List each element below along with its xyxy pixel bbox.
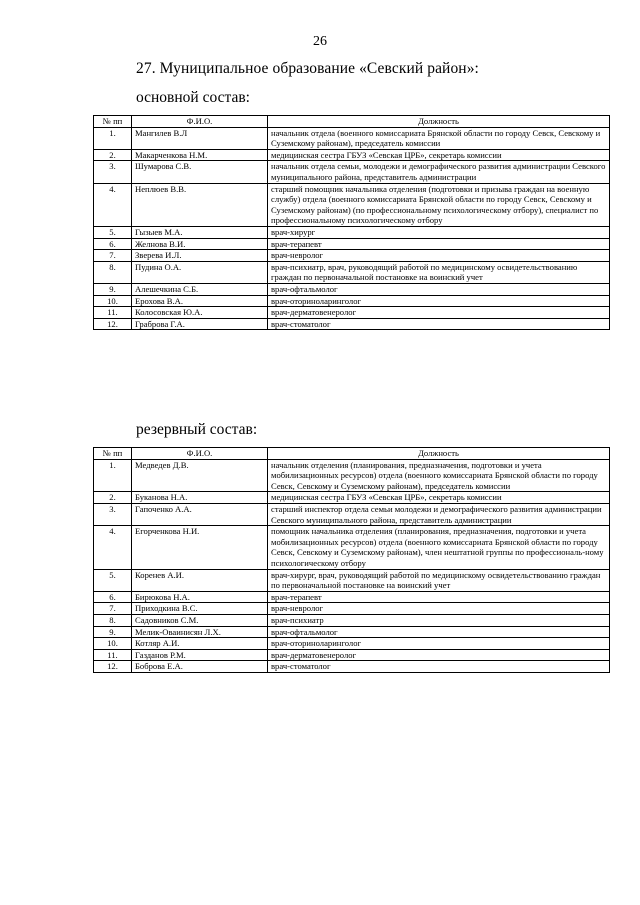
- table-row: [94, 492, 610, 504]
- header-number: № пп: [94, 116, 132, 128]
- reserve-composition-table: [93, 447, 610, 673]
- row-number: 12.: [94, 661, 132, 673]
- row-name: Буканова Н.А.: [132, 492, 268, 504]
- row-number: 4.: [94, 183, 132, 226]
- section-heading: 27. Муниципальное образование «Севский район»:: [136, 60, 479, 77]
- table-row: [94, 591, 610, 603]
- row-name: Пудина О.А.: [132, 261, 268, 283]
- main-composition-table: [93, 115, 610, 330]
- table-row: [94, 149, 610, 161]
- table-row: [94, 250, 610, 262]
- row-name: Котляр А.И.: [132, 638, 268, 650]
- table-row: [94, 526, 610, 569]
- table-row: [94, 503, 610, 525]
- row-number: 8.: [94, 614, 132, 626]
- main-composition-title: основной состав:: [136, 89, 250, 106]
- row-name: Макарченкова Н.М.: [132, 149, 268, 161]
- row-position: врач-офтальмолог: [268, 626, 610, 638]
- row-name: Желнова В.И.: [132, 238, 268, 250]
- row-name: Боброва Е.А.: [132, 661, 268, 673]
- row-name: Ерохова В.А.: [132, 295, 268, 307]
- table-row: [94, 626, 610, 638]
- header-position: Должность: [268, 448, 610, 460]
- header-name: Ф.И.О.: [132, 116, 268, 128]
- row-number: 5.: [94, 569, 132, 591]
- row-number: 1.: [94, 127, 132, 149]
- reserve-composition-title: резервный состав:: [136, 421, 258, 438]
- row-number: 10.: [94, 295, 132, 307]
- row-position: начальник отдела (военного комиссариата Брянской области по городу Севск, Севскому и Суземскому районам), председатель комиссии: [268, 127, 610, 149]
- row-position: медицинская сестра ГБУЗ «Севская ЦРБ», секретарь комиссии: [268, 149, 610, 161]
- row-number: 9.: [94, 283, 132, 295]
- row-position: врач-дерматовенеролог: [268, 649, 610, 661]
- row-name: Колосовская Ю.А.: [132, 307, 268, 319]
- row-number: 8.: [94, 261, 132, 283]
- row-position: старший помощник начальника отделения (подготовки и призыва граждан на военную службу) отдела (военного комиссариата Брянской области по городу Севск, Севскому и Суземскому районам) (по профессиональному психологическому отбору), специалист по профессиональному психологическому отбору: [268, 183, 610, 226]
- page-number: 26: [313, 34, 327, 49]
- row-name: Гызыев М.А.: [132, 226, 268, 238]
- table-row: [94, 238, 610, 250]
- row-position: врач-невролог: [268, 250, 610, 262]
- header-number: № пп: [94, 448, 132, 460]
- row-name: Неплюев В.В.: [132, 183, 268, 226]
- table-row: [94, 661, 610, 673]
- row-position: врач-психиатр: [268, 614, 610, 626]
- table-row: [94, 261, 610, 283]
- row-position: медицинская сестра ГБУЗ «Севская ЦРБ», секретарь комиссии: [268, 492, 610, 504]
- row-number: 6.: [94, 591, 132, 603]
- row-name: Мелик-Оваинисян Л.Х.: [132, 626, 268, 638]
- row-name: Приходкина В.С.: [132, 603, 268, 615]
- table-row: [94, 459, 610, 492]
- row-number: 12.: [94, 318, 132, 330]
- row-number: 11.: [94, 307, 132, 319]
- table-header-row: [94, 448, 610, 460]
- row-number: 5.: [94, 226, 132, 238]
- table-row: [94, 183, 610, 226]
- row-number: 2.: [94, 492, 132, 504]
- table-row: [94, 638, 610, 650]
- table-row: [94, 295, 610, 307]
- row-name: Садовников С.М.: [132, 614, 268, 626]
- header-position: Должность: [268, 116, 610, 128]
- row-number: 10.: [94, 638, 132, 650]
- row-position: врач-оториноларинголог: [268, 295, 610, 307]
- row-number: 3.: [94, 161, 132, 183]
- row-name: Мангилев В.Л: [132, 127, 268, 149]
- table-row: [94, 649, 610, 661]
- row-position: помощник начальника отделения (планирования, предназначения, подготовки и учета мобилизационных ресурсов) отдела (военного комиссариата Брянской области по городу Севск, Севскому и Суземскому районам), член нештатной группы по профессиональ-ному психологическому отбору: [268, 526, 610, 569]
- row-position: врач-оториноларинголог: [268, 638, 610, 650]
- row-name: Зверева И.Л.: [132, 250, 268, 262]
- row-position: врач-офтальмолог: [268, 283, 610, 295]
- row-name: Бирюкова Н.А.: [132, 591, 268, 603]
- table-row: [94, 614, 610, 626]
- row-number: 3.: [94, 503, 132, 525]
- row-number: 2.: [94, 149, 132, 161]
- table-row: [94, 283, 610, 295]
- table-row: [94, 307, 610, 319]
- row-position: врач-терапевт: [268, 591, 610, 603]
- row-number: 11.: [94, 649, 132, 661]
- row-number: 7.: [94, 250, 132, 262]
- row-position: врач-хирург: [268, 226, 610, 238]
- row-position: начальник отдела семьи, молодежи и демографического развития администрации Севского муниципального района, представитель администрации: [268, 161, 610, 183]
- row-name: Граброва Г.А.: [132, 318, 268, 330]
- row-number: 4.: [94, 526, 132, 569]
- row-name: Гапоченко А.А.: [132, 503, 268, 525]
- row-name: Егорченкова Н.И.: [132, 526, 268, 569]
- row-name: Газданов Р.М.: [132, 649, 268, 661]
- row-number: 9.: [94, 626, 132, 638]
- row-position: врач-психиатр, врач, руководящий работой по медицинскому освидетельствованию граждан по первоначальной постановке на воинский учет: [268, 261, 610, 283]
- row-position: врач-дерматовенеролог: [268, 307, 610, 319]
- row-number: 1.: [94, 459, 132, 492]
- row-position: начальник отделения (планирования, предназначения, подготовки и учета мобилизационных ресурсов) отдела (военного комиссариата Брянской области по городу Севск, Севскому и Суземскому районам), председатель комиссии: [268, 459, 610, 492]
- row-position: врач-стоматолог: [268, 318, 610, 330]
- table-row: [94, 569, 610, 591]
- row-name: Алешечкина С.Б.: [132, 283, 268, 295]
- row-position: врач-стоматолог: [268, 661, 610, 673]
- row-number: 6.: [94, 238, 132, 250]
- table-row: [94, 226, 610, 238]
- table-row: [94, 318, 610, 330]
- row-position: врач-терапевт: [268, 238, 610, 250]
- row-name: Коренев А.И.: [132, 569, 268, 591]
- row-position: старший инспектор отдела семьи молодежи и демографического развития администрации Севского муниципального района, представитель администрации: [268, 503, 610, 525]
- row-name: Шумарова С.В.: [132, 161, 268, 183]
- table-row: [94, 161, 610, 183]
- row-number: 7.: [94, 603, 132, 615]
- header-name: Ф.И.О.: [132, 448, 268, 460]
- row-position: врач-невролог: [268, 603, 610, 615]
- row-name: Медведев Д.В.: [132, 459, 268, 492]
- row-position: врач-хирург, врач, руководящий работой по медицинскому освидетельствованию граждан по первоначальной постановке на воинский учет: [268, 569, 610, 591]
- table-row: [94, 127, 610, 149]
- table-row: [94, 603, 610, 615]
- table-header-row: [94, 116, 610, 128]
